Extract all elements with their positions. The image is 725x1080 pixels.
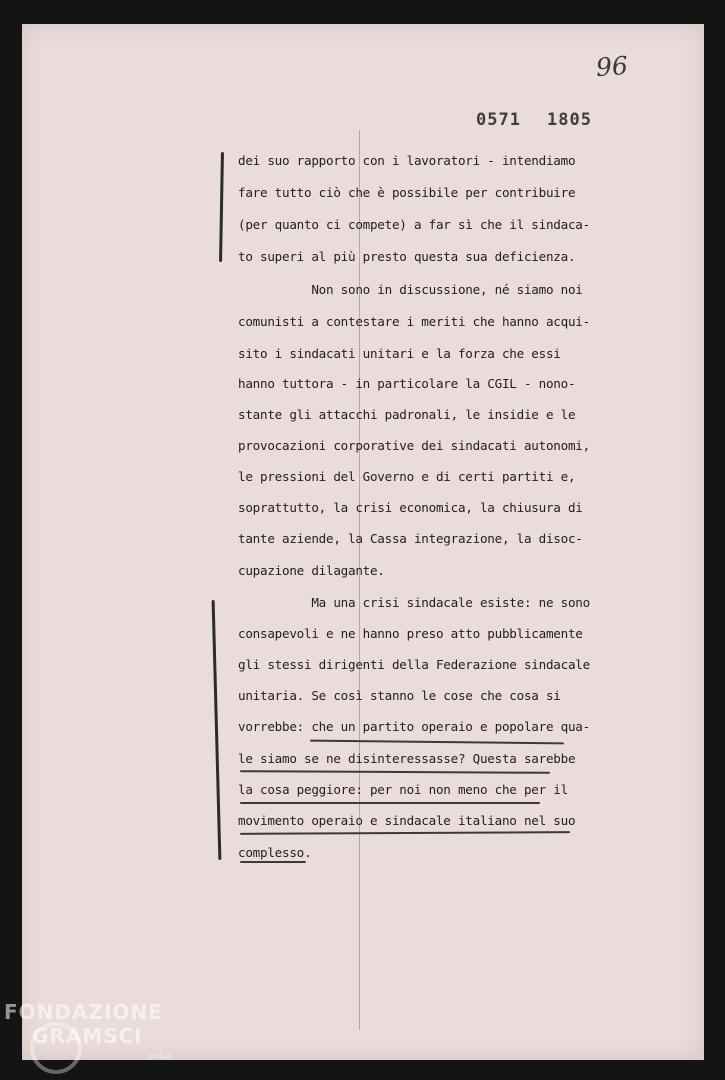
archive-stamp-right: 1805	[547, 110, 592, 130]
body-line: gli stessi dirigenti della Federazione sindacale	[238, 657, 590, 672]
body-line: Non sono in discussione, né siamo noi	[238, 282, 583, 297]
page-fold-crease	[359, 130, 360, 1030]
body-line: fare tutto ciò che è possibile per contribuire	[238, 185, 576, 200]
body-line: la cosa peggiore: per noi non meno che per il	[238, 782, 568, 797]
body-line: dei suo rapporto con i lavoratori - intendiamo	[238, 153, 576, 168]
handwritten-underline	[240, 802, 540, 804]
body-line: sito i sindacati unitari e la forza che essi	[238, 346, 561, 361]
body-line: provocazioni corporative dei sindacati autonomi,	[238, 438, 590, 453]
body-line: consapevoli e ne hanno preso atto pubblicamente	[238, 626, 583, 641]
body-line: cupazione dilagante.	[238, 563, 385, 578]
body-line: movimento operaio e sindacale italiano nel suo	[238, 813, 576, 828]
body-line: stante gli attacchi padronali, le insidie e le	[238, 407, 576, 422]
body-line: le siamo se ne disinteressasse? Questa sarebbe	[238, 751, 576, 766]
body-line: comunisti a contestare i meriti che hanno acqui-	[238, 314, 590, 329]
watermark-suffix: onlus	[148, 1052, 173, 1062]
body-line: vorrebbe: che un partito operaio e popolare qua-	[238, 719, 590, 734]
body-line: le pressioni del Governo e di certi partiti e,	[238, 469, 576, 484]
page-number-handwritten: 96	[595, 50, 629, 83]
body-line: hanno tuttora - in particolare la CGIL - nono-	[238, 376, 576, 391]
archive-stamp-left: 0571	[476, 110, 521, 130]
watermark-line1: FONDAZIONE	[4, 1000, 163, 1024]
body-line: tante aziende, la Cassa integrazione, la disoc-	[238, 531, 583, 546]
watermark-line2: GRAMSCI	[32, 1024, 143, 1048]
body-line: unitaria. Se così stanno le cose che cosa si	[238, 688, 561, 703]
body-line: soprattutto, la crisi economica, la chiusura di	[238, 500, 583, 515]
body-line: (per quanto ci compete) a far sì che il sindaca-	[238, 217, 590, 232]
body-line: complesso.	[238, 845, 312, 860]
handwritten-underline	[240, 861, 306, 863]
body-line: to superi al più presto questa sua deficienza.	[238, 249, 576, 264]
body-line: Ma una crisi sindacale esiste: ne sono	[238, 595, 590, 610]
